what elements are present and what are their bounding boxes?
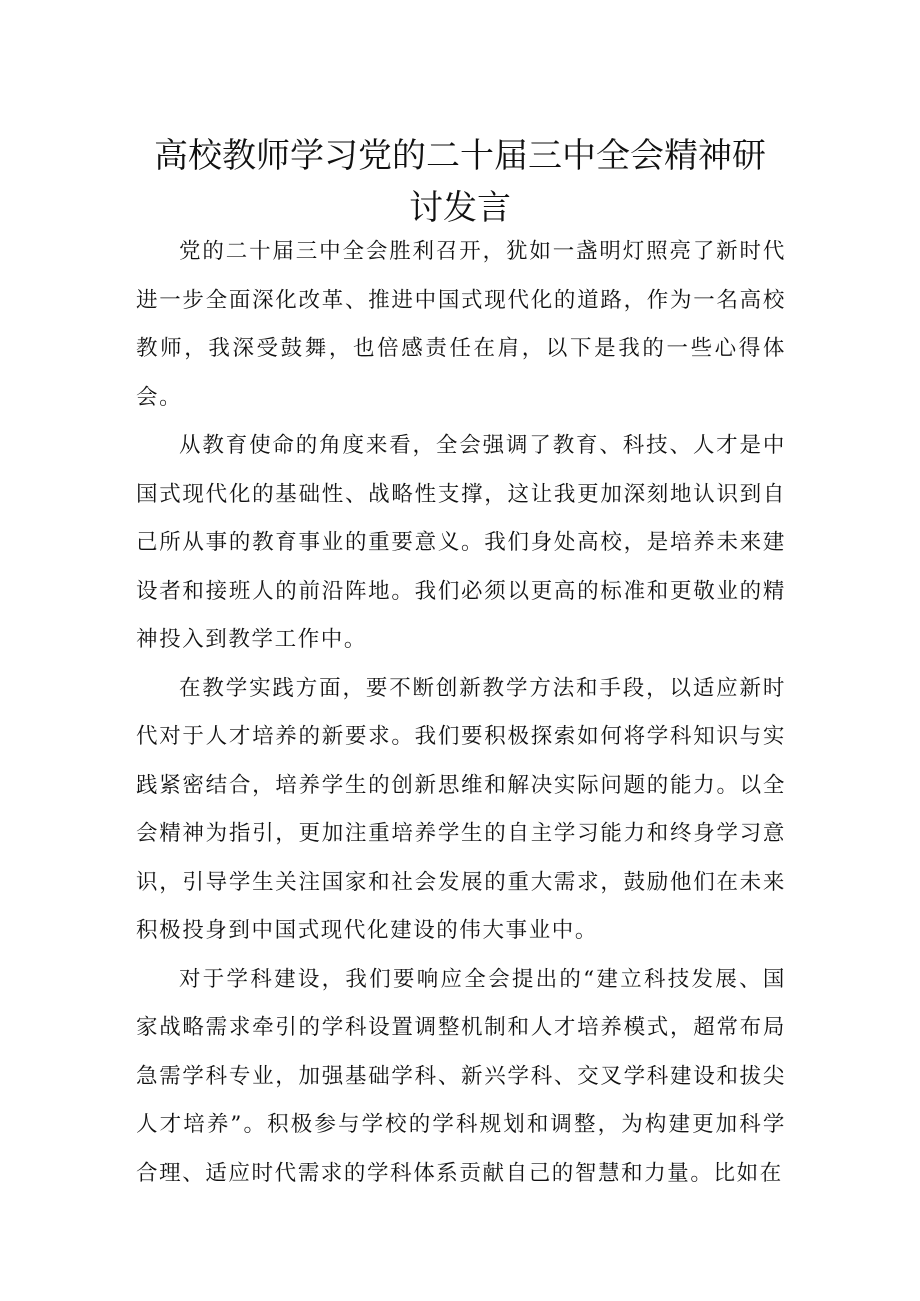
document-body xyxy=(136,228,786,1198)
paragraph-3: 在教学实践方面，要不断创新教学方法和手段，以适应新时代对于人才培养的新要求。我们要积极探索如何将学科知识与实践紧密结合，培养学生的创新思维和解决实际问题的能力。以全会精神为指引，更加注重培养学生的自主学习能力和终身学习意识，引导学生关注国家和社会发展的重大需求，鼓励他们在未来积极投身到中国式现代化建设的伟大事业中。 xyxy=(136,675,786,943)
title-line-2: 讨发言 xyxy=(409,188,511,228)
document-title xyxy=(130,130,790,234)
paragraph-4: 对于学科建设，我们要响应全会提出的“建立科技发展、国家战略需求牵引的学科设置调整机制和人才培养模式，超常布局急需学科专业，加强基础学科、新兴学科、交叉学科建设和拔尖人才培养”。积极参与学校的学科规划和调整，为构建更加科学合理、适应时代需求的学科体系贡献自己的智慧和力量。比如在 xyxy=(136,966,786,1186)
title-line-1: 高校教师学习党的二十届三中全会精神研 xyxy=(154,136,766,176)
paragraph-1: 党的二十届三中全会胜利召开，犹如一盏明灯照亮了新时代进一步全面深化改革、推进中国式现代化的道路，作为一名高校教师，我深受鼓舞，也倍感责任在肩，以下是我的一些心得体会。 xyxy=(136,239,786,410)
paragraph-2: 从教育使命的角度来看，全会强调了教育、科技、人才是中国式现代化的基础性、战略性支撑，这让我更加深刻地认识到自己所从事的教育事业的重要意义。我们身处高校，是培养未来建设者和接班人的前沿阵地。我们必须以更高的标准和更敬业的精神投入到教学工作中。 xyxy=(136,433,786,652)
